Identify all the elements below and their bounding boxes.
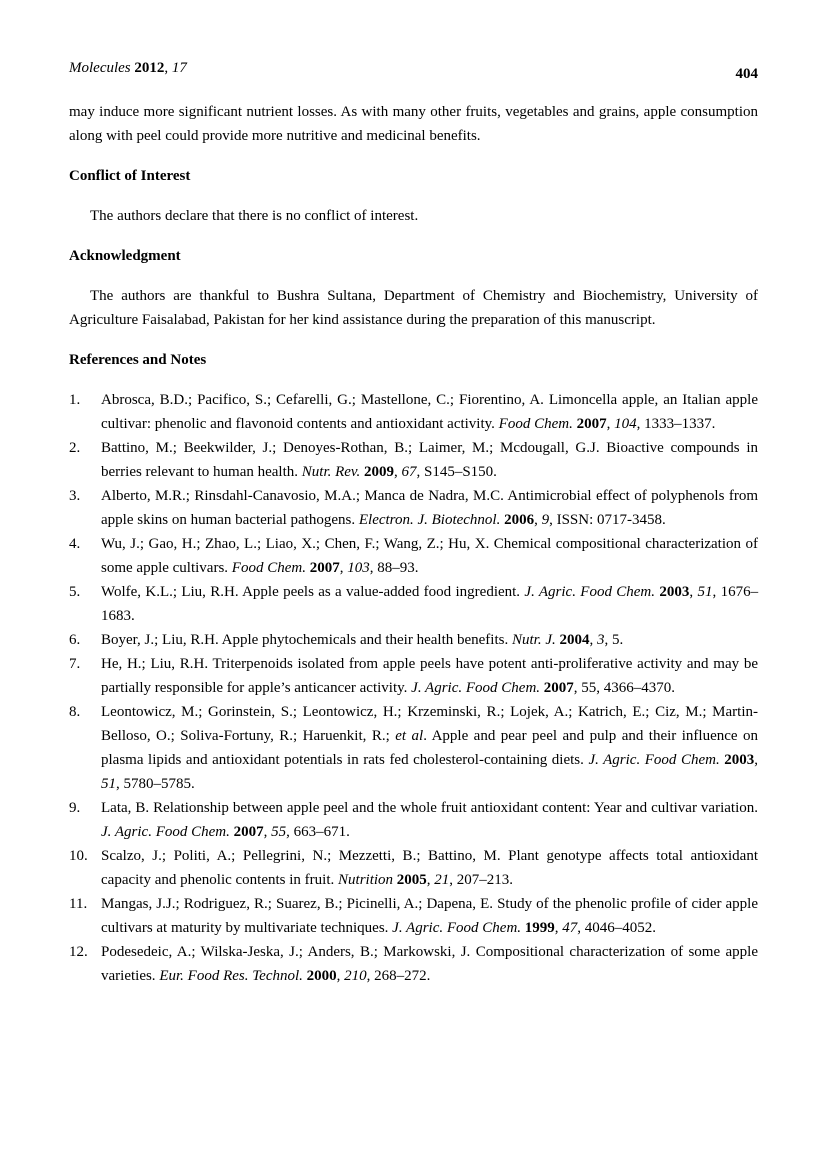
- reference-authors: Lata, B. Relationship between apple peel and the whole fruit antioxidant content: Year and cultivar variation.: [101, 800, 758, 816]
- reference-pages: 4366–4370.: [603, 680, 676, 696]
- reference-authors: Battino, M.; Beekwilder, J.; Denoyes-Rothan, B.; Laimer, M.; Mcdougall, G.J. Bioactive compounds in berries relevant to human health.: [101, 440, 758, 480]
- reference-volume: 104: [614, 416, 637, 432]
- reference-journal: Food Chem.: [498, 416, 573, 432]
- journal-year: 2012: [134, 60, 165, 76]
- reference-pages: 5.: [612, 632, 624, 648]
- reference-item: [69, 532, 758, 580]
- journal-volume: 17: [171, 60, 187, 76]
- reference-year: 2004: [559, 632, 590, 648]
- reference-authors: Boyer, J.; Liu, R.H. Apple phytochemicals and their health benefits.: [101, 632, 509, 648]
- reference-list: [69, 388, 758, 988]
- reference-pages: 4046–4052.: [584, 920, 657, 936]
- reference-volume: 21: [434, 872, 450, 888]
- reference-year: 2003: [659, 584, 690, 600]
- reference-year: 2007: [576, 416, 607, 432]
- reference-journal: Electron. J. Biotechnol.: [358, 512, 501, 528]
- journal-name: Molecules: [69, 60, 131, 76]
- reference-pages: 1676–1683.: [101, 584, 759, 624]
- reference-journal: J. Agric. Food Chem.: [411, 680, 541, 696]
- reference-number: 9.: [69, 800, 81, 816]
- reference-text: Leontowicz, M.; Gorinstein, S.; Leontowicz, H.; Krzeminski, R.; Lojek, A.; Katrich, E.; Ciz, M.; Martin-Belloso, O.; Soliva-Fortuny, R.; Haruenkit, R.; et al. Apple and pear peel and pulp and their influence on plasma lipids and antioxidant potentials in rats fed cholesterol-containing diets. J. Agric. Food Chem. 2003, 51, 5780–5785.: [101, 704, 758, 792]
- conflict-text: The authors declare that there is no conflict of interest.: [90, 208, 419, 224]
- reference-volume: 51: [101, 776, 116, 792]
- reference-year: 1999: [524, 920, 555, 936]
- reference-text: Wu, J.; Gao, H.; Zhao, L.; Liao, X.; Chen, F.; Wang, Z.; Hu, X. Chemical compositional characterization of some apple cultivars. Food Chem. 2007, 103, 88–93.: [101, 536, 758, 576]
- reference-text: Scalzo, J.; Politi, A.; Pellegrini, N.; Mezzetti, B.; Battino, M. Plant genotype affects total antioxidant capacity and phenolic contents in fruit. Nutrition 2005, 21, 207–213.: [101, 848, 758, 888]
- reference-authors: He, H.; Liu, R.H. Triterpenoids isolated from apple peels have potent anti-proliferative activity and may be partially responsible for apple’s anticancer activity.: [101, 656, 758, 696]
- reference-volume: 103: [347, 560, 370, 576]
- journal-citation: Molecules 2012, 17: [69, 60, 187, 76]
- reference-journal: Food Chem.: [231, 560, 306, 576]
- reference-year: 2000: [306, 968, 337, 984]
- reference-item: [69, 796, 758, 844]
- reference-pages: 207–213.: [456, 872, 514, 888]
- reference-item: [69, 628, 758, 652]
- reference-authors: Wolfe, K.L.; Liu, R.H. Apple peels as a value-added food ingredient.: [101, 584, 521, 600]
- reference-authors: Abrosca, B.D.; Pacifico, S.; Cefarelli, G.; Mastellone, C.; Fiorentino, A. Limoncella apple, an Italian apple cultivar: phenolic and flavonoid contents and antioxidant activity.: [101, 392, 758, 432]
- reference-number: 12.: [69, 944, 88, 960]
- reference-pages: 88–93.: [377, 560, 419, 576]
- reference-journal: Nutr. J.: [511, 632, 556, 648]
- reference-pages: S145–S150.: [423, 464, 497, 480]
- reference-text: Mangas, J.J.; Rodriguez, R.; Suarez, B.; Picinelli, A.; Dapena, E. Study of the phenolic profile of cider apple cultivars at maturity by multivariate techniques. J. Agric. Food Chem. 1999, 47, 4046–4052.: [101, 896, 758, 936]
- reference-journal: Eur. Food Res. Technol.: [159, 968, 303, 984]
- reference-year: 2005: [396, 872, 427, 888]
- reference-journal: J. Agric. Food Chem.: [392, 920, 522, 936]
- reference-year: 2009: [363, 464, 394, 480]
- reference-authors: Podesedeic, A.; Wilska-Jeska, J.; Anders, B.; Markowski, J. Compositional characterization of some apple varieties.: [101, 944, 758, 984]
- reference-item: [69, 580, 758, 628]
- reference-number: 10.: [69, 848, 88, 864]
- reference-year: 2003: [724, 752, 755, 768]
- reference-volume: 3: [597, 632, 605, 648]
- reference-number: 2.: [69, 440, 81, 456]
- reference-number: 1.: [69, 392, 81, 408]
- reference-item: [69, 844, 758, 892]
- reference-journal: Nutrition: [338, 872, 394, 888]
- reference-pages: 663–671.: [293, 824, 350, 840]
- reference-authors: Scalzo, J.; Politi, A.; Pellegrini, N.; Mezzetti, B.; Battino, M. Plant genotype affects total antioxidant capacity and phenolic contents in fruit.: [101, 848, 758, 888]
- reference-number: 8.: [69, 704, 81, 720]
- reference-pages: 5780–5785.: [123, 776, 195, 792]
- reference-volume: 51: [697, 584, 713, 600]
- reference-item: [69, 700, 758, 796]
- reference-volume: 55: [271, 824, 287, 840]
- reference-number: 5.: [69, 584, 81, 600]
- reference-text: Battino, M.; Beekwilder, J.; Denoyes-Rothan, B.; Laimer, M.; Mcdougall, G.J. Bioactive compounds in berries relevant to human health. Nutr. Rev. 2009, 67, S145–S150.: [101, 440, 758, 480]
- reference-text: Alberto, M.R.; Rinsdahl-Canavosio, M.A.; Manca de Nadra, M.C. Antimicrobial effect of polyphenols from apple skins on human bacterial pathogens. Electron. J. Biotechnol. 2006, 9, ISSN: 0717-3458.: [101, 488, 758, 528]
- reference-volume: 55: [581, 680, 597, 696]
- reference-pages: 1333–1337.: [644, 416, 716, 432]
- continued-paragraph: may induce more significant nutrient losses. As with many other fruits, vegetables and grains, apple consumption along with peel could provide more nutritive and medicinal benefits.: [69, 104, 758, 144]
- reference-number: 11.: [69, 896, 88, 912]
- reference-pages: ISSN: 0717-3458.: [556, 512, 666, 528]
- reference-authors: Alberto, M.R.; Rinsdahl-Canavosio, M.A.; Manca de Nadra, M.C. Antimicrobial effect of polyphenols from apple skins on human bacterial pathogens.: [101, 488, 758, 528]
- reference-item: [69, 940, 758, 988]
- reference-number: 3.: [69, 488, 81, 504]
- reference-year: 2007: [543, 680, 574, 696]
- reference-text: Abrosca, B.D.; Pacifico, S.; Cefarelli, G.; Mastellone, C.; Fiorentino, A. Limoncella apple, an Italian apple cultivar: phenolic and flavonoid contents and antioxidant activity. Food Chem. 2007, 104, 1333–1337.: [101, 392, 758, 432]
- acknowledgment-text: The authors are thankful to Bushra Sultana, Department of Chemistry and Biochemistry, University of Agriculture Faisalabad, Pakistan for her kind assistance during the preparation of this manuscript.: [69, 288, 758, 328]
- reference-item: [69, 652, 758, 700]
- reference-year: 2007: [309, 560, 340, 576]
- references-heading: References and Notes: [69, 352, 207, 368]
- conflict-heading: Conflict of Interest: [69, 168, 191, 184]
- reference-pages: 268–272.: [374, 968, 431, 984]
- reference-number: 4.: [69, 536, 81, 552]
- reference-title: Apple and pear peel and pulp and their influence on plasma lipids and antioxidant potentials in rats fed cholesterol-containing diets.: [101, 728, 758, 768]
- reference-etal: et al: [395, 728, 424, 744]
- reference-item: [69, 388, 758, 436]
- reference-journal: Nutr. Rev.: [301, 464, 361, 480]
- reference-year: 2006: [504, 512, 535, 528]
- reference-volume: 9: [541, 512, 550, 528]
- reference-number: 7.: [69, 656, 81, 672]
- reference-text: He, H.; Liu, R.H. Triterpenoids isolated from apple peels have potent anti-proliferative activity and may be partially responsible for apple’s anticancer activity. J. Agric. Food Chem. 2007, 55, 4366–4370.: [101, 656, 758, 696]
- reference-volume: 67: [401, 464, 417, 480]
- reference-volume: 47: [562, 920, 578, 936]
- reference-volume: 210: [344, 968, 367, 984]
- reference-journal: J. Agric. Food Chem.: [524, 584, 656, 600]
- reference-authors: Wu, J.; Gao, H.; Zhao, L.; Liao, X.; Chen, F.; Wang, Z.; Hu, X. Chemical compositional characterization of some apple cultivars.: [101, 536, 758, 576]
- reference-year: 2007: [233, 824, 264, 840]
- reference-item: [69, 892, 758, 940]
- reference-journal: J. Agric. Food Chem.: [101, 824, 230, 840]
- reference-item: [69, 484, 758, 532]
- acknowledgment-heading: Acknowledgment: [69, 248, 181, 264]
- reference-text: Lata, B. Relationship between apple peel and the whole fruit antioxidant content: Year and cultivar variation. J. Agric. Food Chem. 2007, 55, 663–671.: [101, 800, 758, 840]
- reference-journal: J. Agric. Food Chem.: [588, 752, 720, 768]
- reference-text: Boyer, J.; Liu, R.H. Apple phytochemicals and their health benefits. Nutr. J. 2004, 3, 5.: [101, 632, 624, 648]
- reference-text: Wolfe, K.L.; Liu, R.H. Apple peels as a value-added food ingredient. J. Agric. Food Chem. 2003, 51, 1676–1683.: [101, 584, 759, 624]
- reference-item: [69, 436, 758, 484]
- reference-text: Podesedeic, A.; Wilska-Jeska, J.; Anders, B.; Markowski, J. Compositional characterization of some apple varieties. Eur. Food Res. Technol. 2000, 210, 268–272.: [101, 944, 758, 984]
- reference-authors: Leontowicz, M.; Gorinstein, S.; Leontowicz, H.; Krzeminski, R.; Lojek, A.; Katrich, E.; Ciz, M.; Martin-Belloso, O.; Soliva-Fortuny, R.; Haruenkit, R.;: [101, 704, 758, 744]
- reference-number: 6.: [69, 632, 81, 648]
- reference-authors: Mangas, J.J.; Rodriguez, R.; Suarez, B.; Picinelli, A.; Dapena, E. Study of the phenolic profile of cider apple cultivars at maturity by multivariate techniques.: [101, 896, 758, 936]
- page-number: 404: [735, 66, 758, 82]
- page-content: [69, 100, 758, 988]
